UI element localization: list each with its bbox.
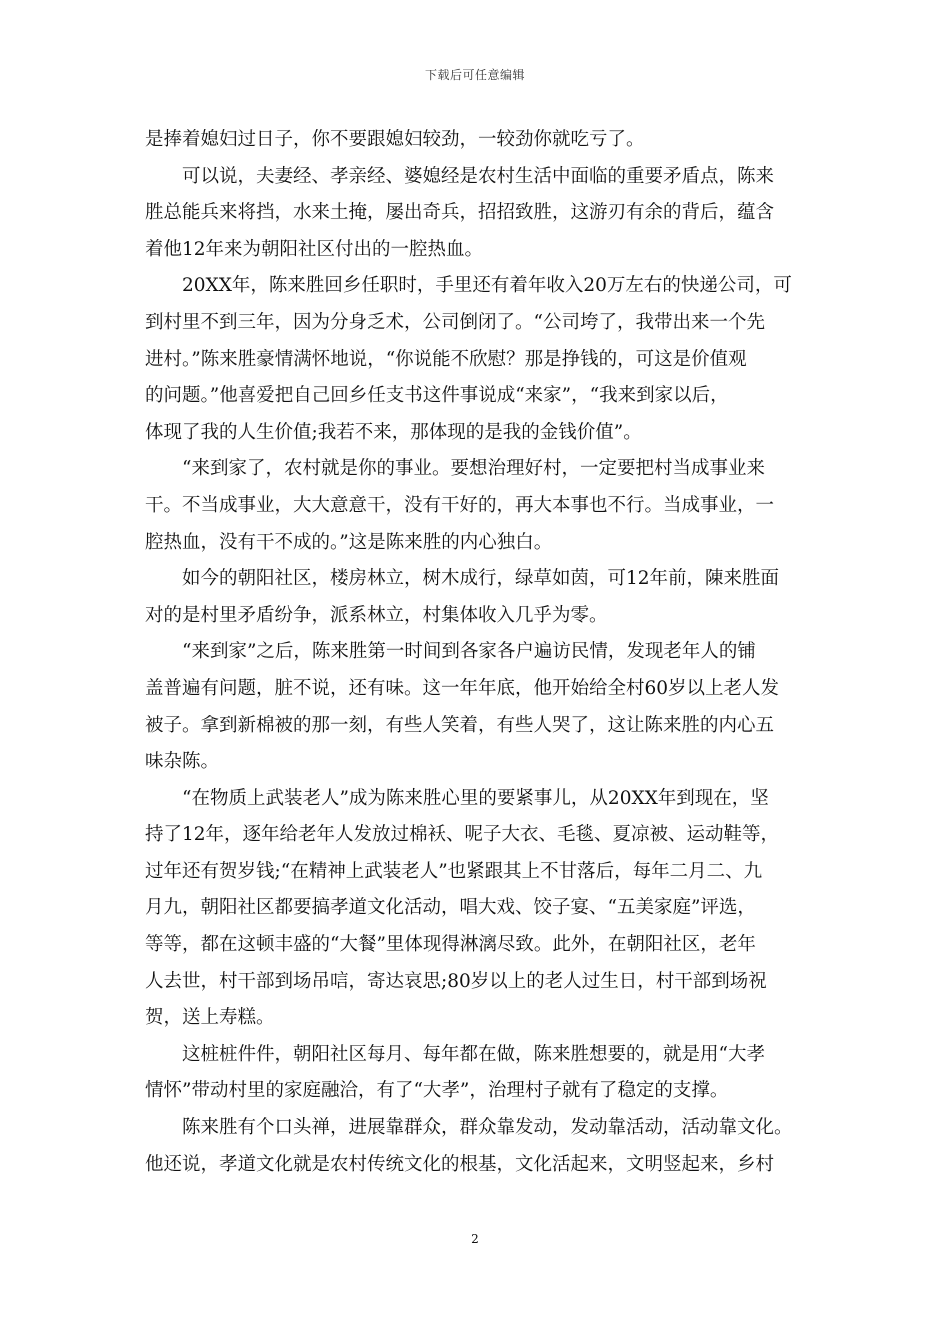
text-line: 等等，都在这顿丰盛的“大餐”里体现得淋漓尽致。此外，在朝阳社区，老年	[145, 934, 756, 956]
text-line: 是捧着媳妇过日子，你不要跟媳妇较劲，一较劲你就吃亏了。	[145, 129, 645, 150]
text-line: “来到家”之后，陈来胜第一时间到各家各户遍访民情，发现老年人的铺	[182, 641, 756, 663]
text-line: 到村里不到三年，因为分身乏术，公司倒闭了。“公司垮了，我带出来一个先	[145, 311, 765, 333]
text-line: 味杂陈。	[145, 751, 220, 773]
text-line: 的问题。”他喜爱把自己回乡任支书这件事说成“来家”，“我来到家以后，	[145, 385, 729, 407]
text-line: “在物质上武装老人”成为陈来胜心里的要紧事儿，从20XX年到现在，坚	[182, 787, 769, 809]
text-line: 盖普遍有问题，脏不说，还有味。这一年年底，他开始给全村60岁以上老人发	[145, 677, 780, 699]
text-line: 情怀”带动村里的家庭融洽，有了“大孝”，治理村子就有了稳定的支撑。	[145, 1080, 729, 1102]
page-number: 2	[471, 1232, 479, 1246]
text-line: 陈来胜有个口头禅，进展靠群众，群众靠发动，发动靠活动，活动靠文化。	[182, 1117, 793, 1139]
page-header: 下载后可任意编辑	[424, 68, 525, 82]
text-line: 贺，送上寿糕。	[145, 1007, 275, 1029]
text-line: 进村。”陈来胜豪情满怀地说，“你说能不欣慰？那是挣钱的，可这是价值观	[145, 348, 747, 370]
article-body	[145, 122, 817, 1183]
text-line: 干。不当成事业，大大意意干，没有干好的，再大本事也不行。当成事业，一	[145, 494, 775, 516]
text-line: 着他12年来为朝阳社区付出的一腔热血。	[145, 238, 484, 260]
text-line: 腔热血，没有干不成的。”这是陈来胜的内心独白。	[145, 531, 553, 553]
text-line: 这桩桩件件，朝阳社区每月、每年都在做，陈来胜想要的，就是用“大孝	[182, 1043, 765, 1065]
text-line: 20XX年，陈来胜回乡任职时，手里还有着年收入20万左右的快递公司，可	[182, 275, 792, 297]
text-line: 体现了我的人生价值;我若不来，那体现的是我的金钱价值”。	[145, 421, 642, 443]
text-line: 可以说，夫妻经、孝亲经、婆媳经是农村生活中面临的重要矛盾点，陈来	[182, 165, 775, 187]
text-line: 月九，朝阳社区都要搞孝道文化活动，唱大戏、饺子宴、“五美家庭”评选，	[145, 897, 756, 919]
text-line: 胜总能兵来将挡，水来土掩，屡出奇兵，招招致胜，这游刃有余的背后，蕴含	[145, 202, 775, 224]
text-line: 如今的朝阳社区，楼房林立，树木成行，绿草如茵，可12年前，陳来胜面	[182, 568, 780, 590]
text-line: 对的是村里矛盾纷争，派系林立，村集体收入几乎为零。	[145, 604, 608, 626]
text-line: “来到家了，农村就是你的事业。要想治理好村，一定要把村当成事业来	[182, 458, 765, 480]
text-line: 持了12年，逐年给老年人发放过棉袄、呢子大衣、毛毯、夏凉被、运动鞋等，	[145, 824, 780, 846]
text-line: 被子。拿到新棉被的那一刻，有些人笑着，有些人哭了，这让陈来胜的内心五	[145, 714, 775, 736]
text-line: 过年还有贺岁钱;“在精神上武装老人”也紧跟其上不甘落后，每年二月二、九	[145, 860, 763, 882]
text-line: 他还说，孝道文化就是农村传统文化的根基，文化活起来，文明竖起来，乡村	[145, 1153, 775, 1175]
text-line: 人去世，村干部到场吊唁，寄达哀思;80岁以上的老人过生日，村干部到场祝	[145, 970, 767, 992]
